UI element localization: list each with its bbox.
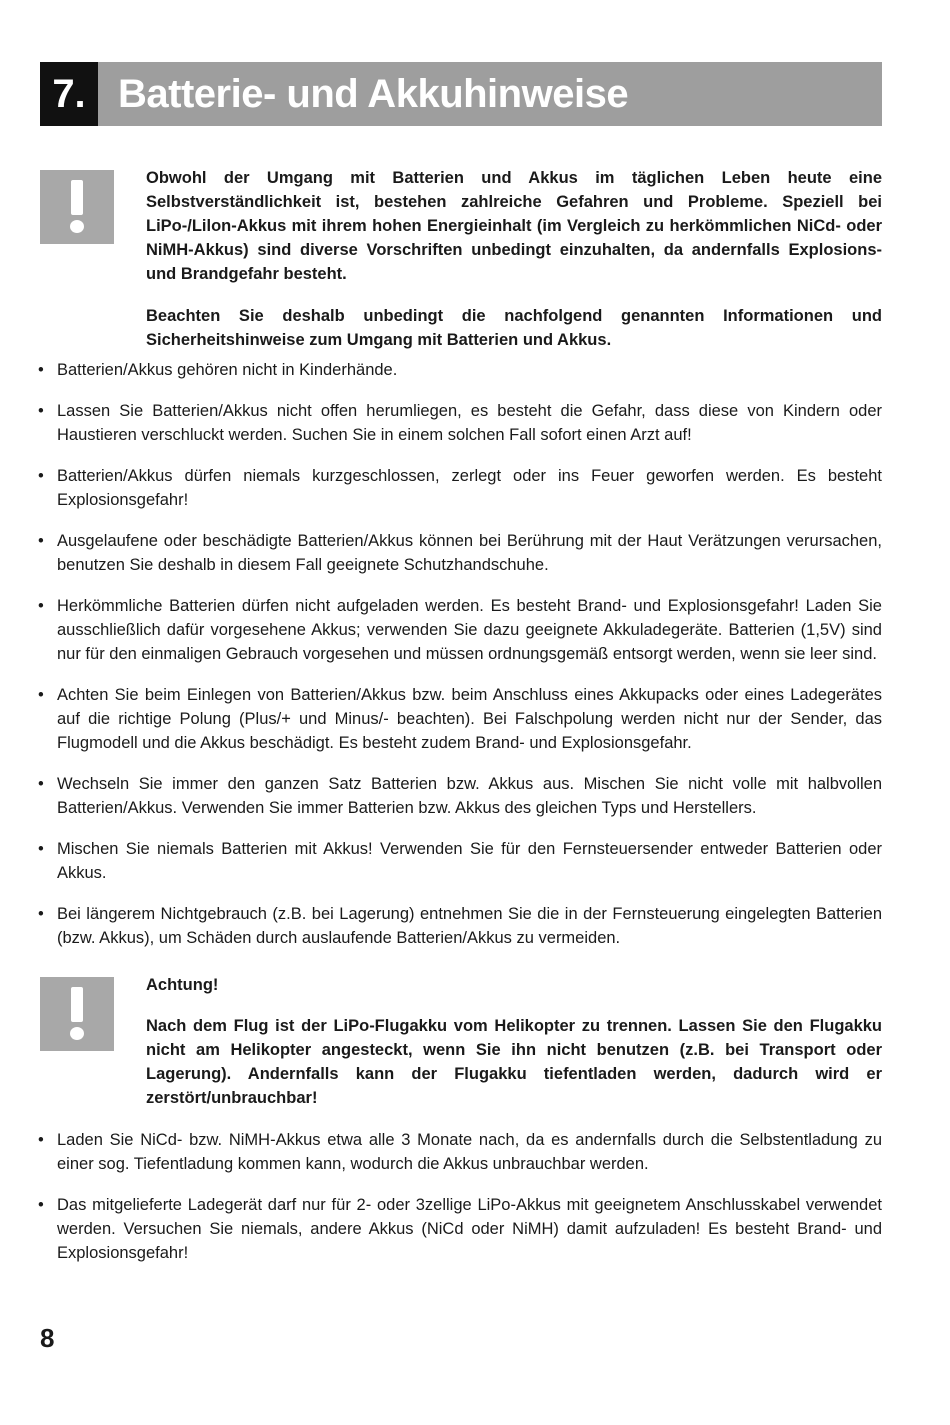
warning-paragraph: Obwohl der Umgang mit Batterien und Akkus im täglichen Leben heute eine Selbstverständlichkeit ist, bestehen zahlreiche Gefahren und Probleme. Speziell bei LiPo-/Lilon-Akkus mit ihrem hohen Energieinhalt (im Vergleich zu herkömmlichen NiCd- oder NiMH-Akkus) sind diverse Vorschriften unbedingt einzuhalten, da andernfalls Explosions- und Brandgefahr besteht. bbox=[146, 169, 882, 283]
warning-icon bbox=[40, 977, 114, 1051]
list-item: • Bei längerem Nichtgebrauch (z.B. bei Lagerung) entnehmen Sie die in der Fernsteuerung eingelegten Batterien (bzw. Akkus), um Schäden durch auslaufende Batterien/Akkus zu vermeiden. bbox=[38, 905, 882, 947]
list-item: • Lassen Sie Batterien/Akkus nicht offen herumliegen, es besteht die Gefahr, dass diese von Kindern oder Haustieren verschluckt werden. Suchen Sie in einem solchen Fall sofort einen Arzt auf! bbox=[38, 402, 882, 444]
warning-heading: Achtung! bbox=[146, 976, 219, 994]
list-item: • Laden Sie NiCd- bzw. NiMH-Akkus etwa alle 3 Monate nach, da es andernfalls durch die Selbstentladung zu einer sog. Tiefentladung kommen kann, wodurch die Akkus unbrauchbar werden. bbox=[38, 1131, 882, 1173]
safety-list bbox=[38, 358, 882, 967]
warning-achtung bbox=[146, 973, 882, 1128]
charging-list bbox=[38, 1128, 882, 1282]
list-item: • Mischen Sie niemals Batterien mit Akkus! Verwenden Sie für den Fernsteuersender entweder Batterien oder Akkus. bbox=[38, 840, 882, 882]
page-number: 8 bbox=[40, 1323, 55, 1353]
list-item: • Batterien/Akkus gehören nicht in Kinderhände. bbox=[38, 361, 398, 379]
list-item: • Das mitgelieferte Ladegerät darf nur für 2- oder 3zellige LiPo-Akkus mit geeignetem Anschlusskabel verwendet werden. Versuchen Sie niemals, andere Akkus (NiCd oder NiMH) damit aufzuladen! Es besteht Brand- und Explosionsgefahr! bbox=[38, 1196, 882, 1262]
list-item: • Ausgelaufene oder beschädigte Batterien/Akkus können bei Berührung mit der Haut Verätzungen verursachen, benutzen Sie deshalb in diesem Fall geeignete Schutzhandschuhe. bbox=[38, 532, 882, 574]
warning-paragraph: Beachten Sie deshalb unbedingt die nachfolgend genannten Informationen und Sicherheitshinweise zum Umgang mit Batterien und Akkus. bbox=[146, 307, 882, 349]
list-item: • Achten Sie beim Einlegen von Batterien/Akkus bzw. beim Anschluss eines Akkupacks oder eines Ladegerätes auf die richtige Polung (Plus/+ und Minus/- beachten). Bei Falschpolung werden nicht nur der Sender, das Flugmodell und die Akkus beschädigt. Es besteht zudem Brand- und Explosionsgefahr. bbox=[38, 686, 882, 752]
section-number: 7. bbox=[40, 62, 98, 126]
warning-paragraph: Nach dem Flug ist der LiPo-Flugakku vom Helikopter zu trennen. Lassen Sie den Flugakku nicht am Helikopter angesteckt, wenn Sie ihn nicht benutzen (z.B. bei Transport oder Lagerung). Andernfalls kann der Flugakku tiefentladen werden, dadurch wird er zerstört/unbrauchbar! bbox=[146, 1017, 882, 1107]
list-item: • Herkömmliche Batterien dürfen nicht aufgeladen werden. Es besteht Brand- und Explosionsgefahr! Laden Sie ausschließlich dafür vorgesehene Akkus; verwenden Sie dazu geeignete Akkuladegeräte. Batterien (1,5V) sind nur für den einmaligen Gebrauch vorgesehen und müssen ordnungsgemäß entsorgt werden, wenn sie leer sind. bbox=[38, 597, 882, 663]
section-title: Batterie- und Akkuhinweise bbox=[98, 62, 882, 126]
list-item: • Wechseln Sie immer den ganzen Satz Batterien bzw. Akkus aus. Mischen Sie nicht volle mit halbvollen Batterien/Akkus. Verwenden Sie immer Batterien bzw. Akkus des gleichen Typs und Herstellers. bbox=[38, 775, 882, 817]
warning-icon bbox=[40, 170, 114, 244]
list-item: • Batterien/Akkus dürfen niemals kurzgeschlossen, zerlegt oder ins Feuer geworfen werden. Es besteht Explosionsgefahr! bbox=[38, 467, 882, 509]
section-header bbox=[40, 62, 882, 126]
warning-intro bbox=[146, 166, 882, 370]
